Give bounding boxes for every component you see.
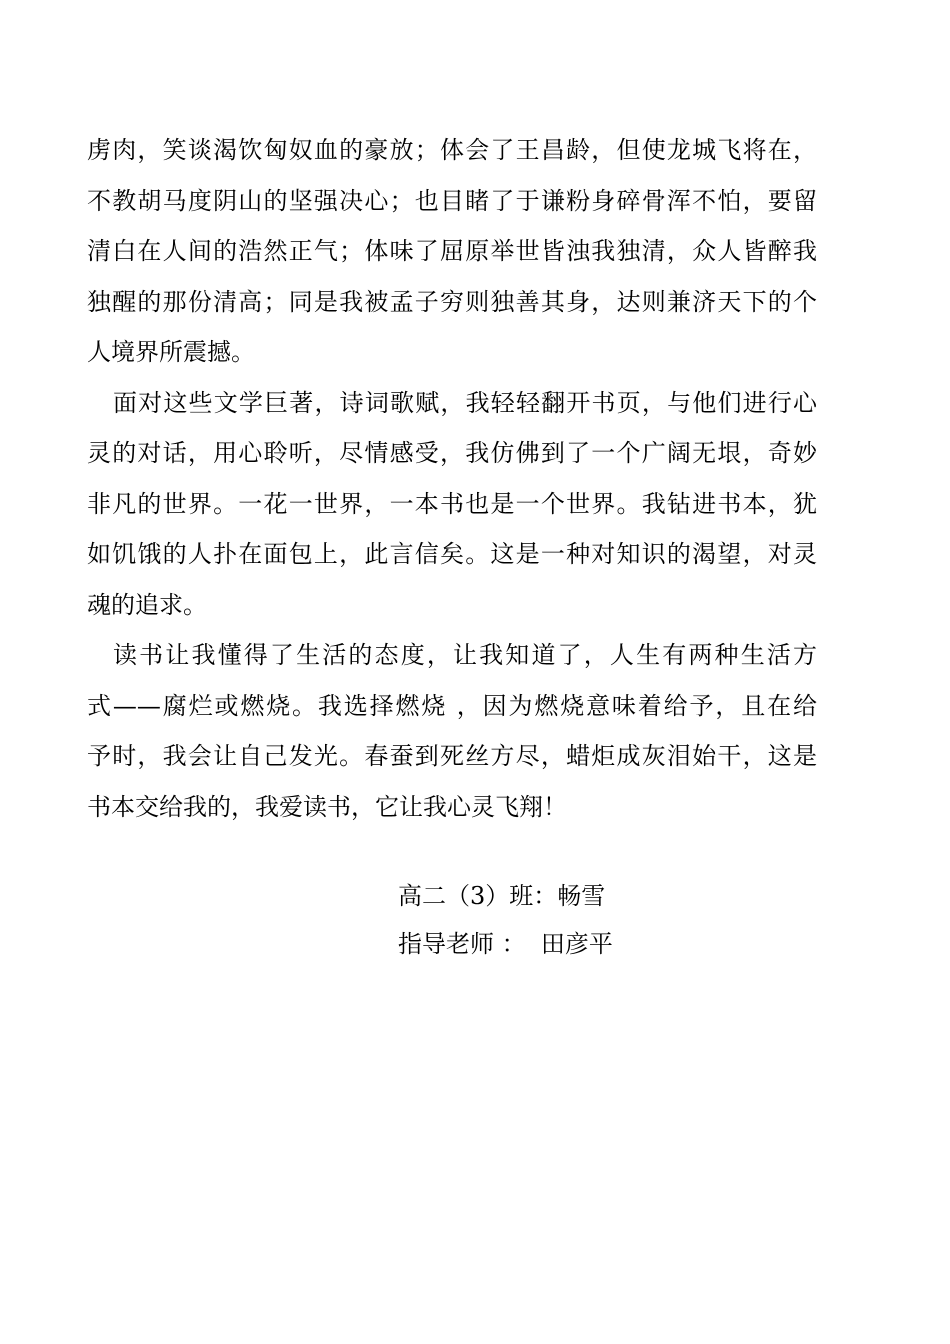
signature-block <box>398 872 798 968</box>
paragraph-line: 清白在人间的浩然正气；体味了屈原举世皆浊我独清，众人皆醉我 <box>87 237 817 265</box>
paragraph-line: 面对这些文学巨著，诗词歌赋，我轻轻翻开书页，与他们进行心 <box>113 388 817 417</box>
paragraph-line: 式——腐烂或燃烧。我选择燃烧 ，因为燃烧意味着给予，且在给 <box>87 691 817 720</box>
paragraph-line: 予时，我会让自己发光。春蚕到死丝方尽，蜡炬成灰泪始干，这是 <box>87 742 817 770</box>
teacher-line: 指导老师 ： 田彦平 <box>398 930 613 958</box>
author-class-line: 高二（3）班：畅雪 <box>398 882 606 910</box>
paragraph-line: 人境界所震撼。 <box>87 338 255 366</box>
paragraph-line: 虏肉，笑谈渴饮匈奴血的豪放；体会了王昌龄，但使龙城飞将在， <box>87 136 817 164</box>
paragraph-line: 如饥饿的人扑在面包上，此言信矣。这是一种对知识的渴望，对灵 <box>87 540 817 568</box>
paragraph-line: 独醒的那份清高；同是我被孟子穷则独善其身，达则兼济天下的个 <box>87 287 817 316</box>
paragraph-line: 书本交给我的，我爱读书，它让我心灵飞翔！ <box>87 792 567 821</box>
paragraph-line: 非凡的世界。一花一世界，一本书也是一个世界。我钻进书本，犹 <box>87 489 817 518</box>
paragraph-3 <box>87 630 817 832</box>
paragraph-1 <box>87 125 817 378</box>
paragraph-line: 灵的对话，用心聆听，尽情感受，我仿佛到了一个广阔无垠，奇妙 <box>87 439 817 467</box>
essay-body <box>87 125 817 832</box>
paragraph-line: 不教胡马度阴山的坚强决心；也目睹了于谦粉身碎骨浑不怕，要留 <box>87 186 817 215</box>
paragraph-line: 读书让我懂得了生活的态度，让我知道了，人生有两种生活方 <box>113 641 817 669</box>
paragraph-2 <box>87 378 817 631</box>
paragraph-line: 魂的追求。 <box>87 590 207 619</box>
